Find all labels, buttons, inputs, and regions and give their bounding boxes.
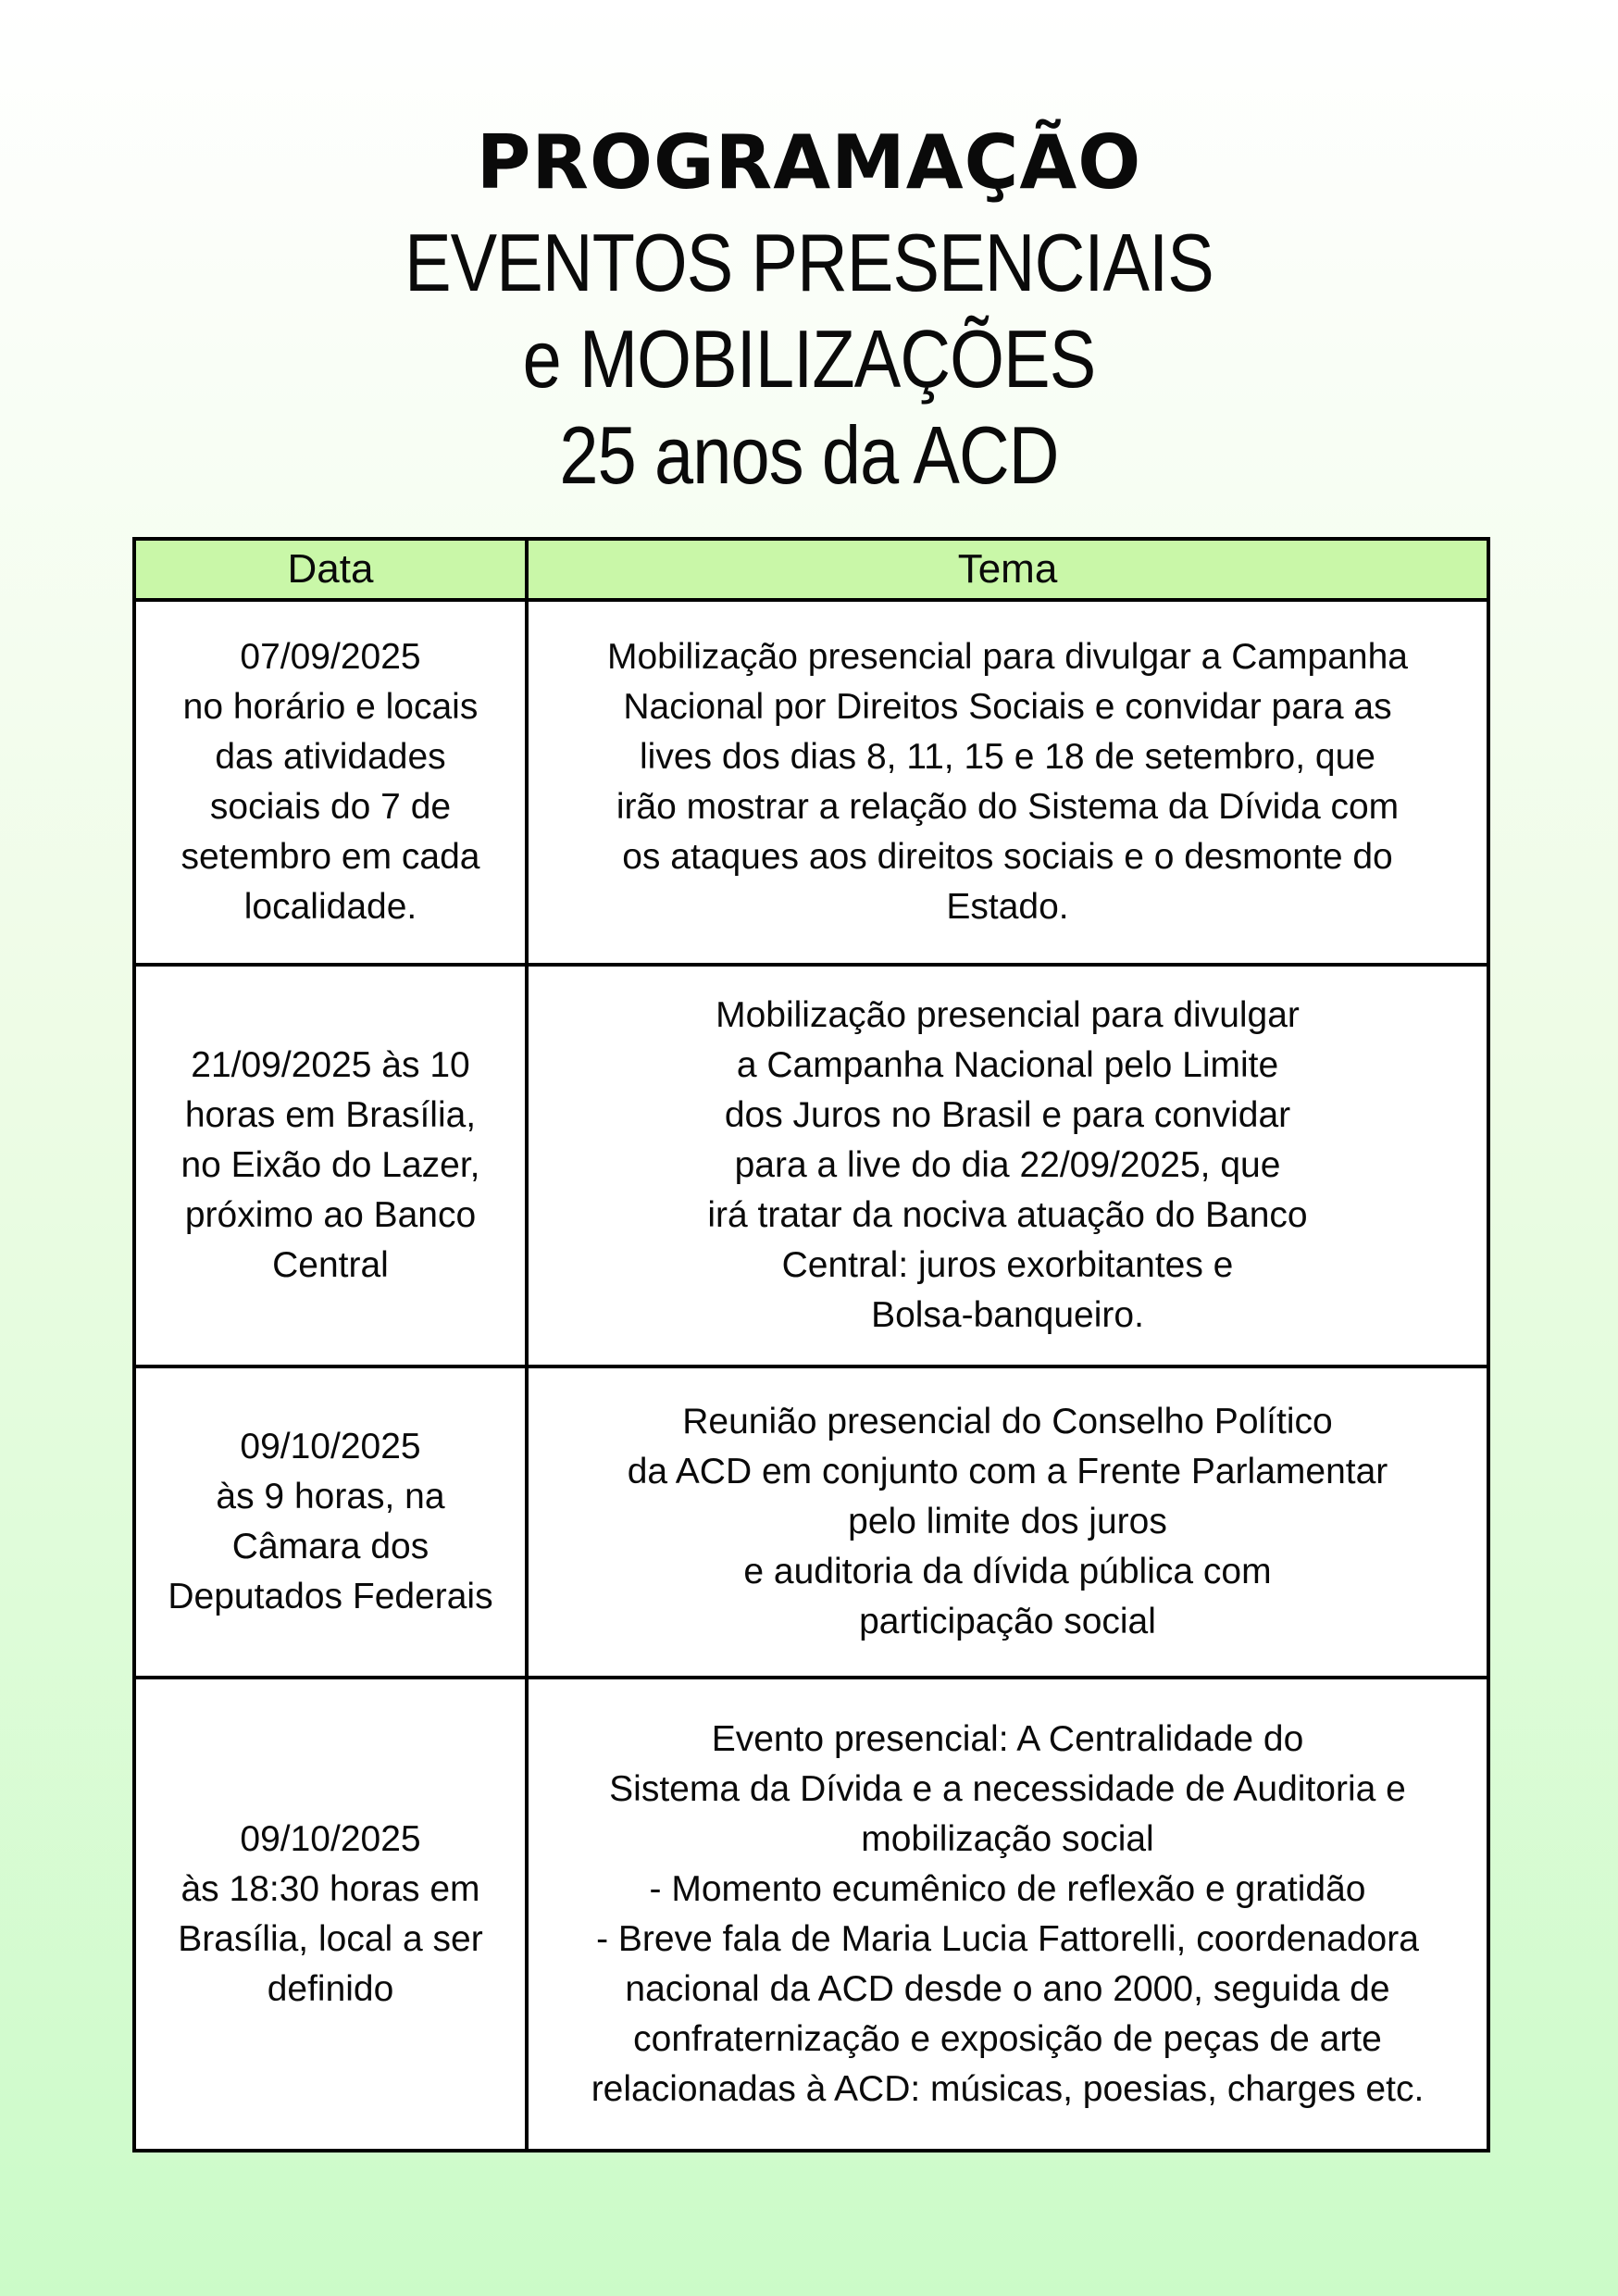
column-header-date: Data <box>134 539 527 600</box>
date-cell: 09/10/2025 às 9 horas, na Câmara dos Deputados Federais <box>134 1366 527 1678</box>
page-subtitle-line-2: e MOBILIZAÇÕES <box>522 313 1096 405</box>
tema-cell: Mobilização presencial para divulgar a Campanha Nacional por Direitos Sociais e convidar para as lives dos dias 8, 11, 15 e 18 de setembro, que irão mostrar a relação do Sistema da Dívida com os ataques aos direitos sociais e o desmonte do Estado. <box>527 600 1488 965</box>
date-cell: 21/09/2025 às 10 horas em Brasília, no Eixão do Lazer, próximo ao Banco Central <box>134 965 527 1366</box>
schedule-table <box>132 537 1490 2152</box>
page-title: PROGRAMAÇÃO <box>476 119 1142 206</box>
page-subtitle-line-1: EVENTOS PRESENCIAIS <box>404 217 1214 308</box>
date-cell: 09/10/2025 às 18:30 horas em Brasília, local a ser definido <box>134 1678 527 2151</box>
page-subtitle-line-3: 25 anos da ACD <box>559 409 1059 501</box>
tema-cell: Mobilização presencial para divulgar a Campanha Nacional pelo Limite dos Juros no Brasil e para convidar para a live do dia 22/09/2025, que irá tratar da nociva atuação do Banco Central: juros exorbitantes e Bolsa-banqueiro. <box>527 965 1488 1366</box>
table-row <box>134 1678 1488 2151</box>
table-row <box>134 965 1488 1366</box>
table-header-row <box>134 539 1488 600</box>
date-cell: 07/09/2025 no horário e locais das atividades sociais do 7 de setembro em cada localidade. <box>134 600 527 965</box>
table-row <box>134 1366 1488 1678</box>
column-header-tema: Tema <box>527 539 1488 600</box>
tema-cell: Evento presencial: A Centralidade do Sistema da Dívida e a necessidade de Auditoria e mobilização social - Momento ecumênico de reflexão e gratidão - Breve fala de Maria Lucia Fattorelli, coordenadora nacional da ACD desde o ano 2000, seguida de confraternização e exposição de peças de arte relacionadas à ACD: músicas, poesias, charges etc. <box>527 1678 1488 2151</box>
tema-cell: Reunião presencial do Conselho Político da ACD em conjunto com a Frente Parlamentar pelo limite dos juros e auditoria da dívida pública com participação social <box>527 1366 1488 1678</box>
page-header <box>0 111 1618 504</box>
table-row <box>134 600 1488 965</box>
